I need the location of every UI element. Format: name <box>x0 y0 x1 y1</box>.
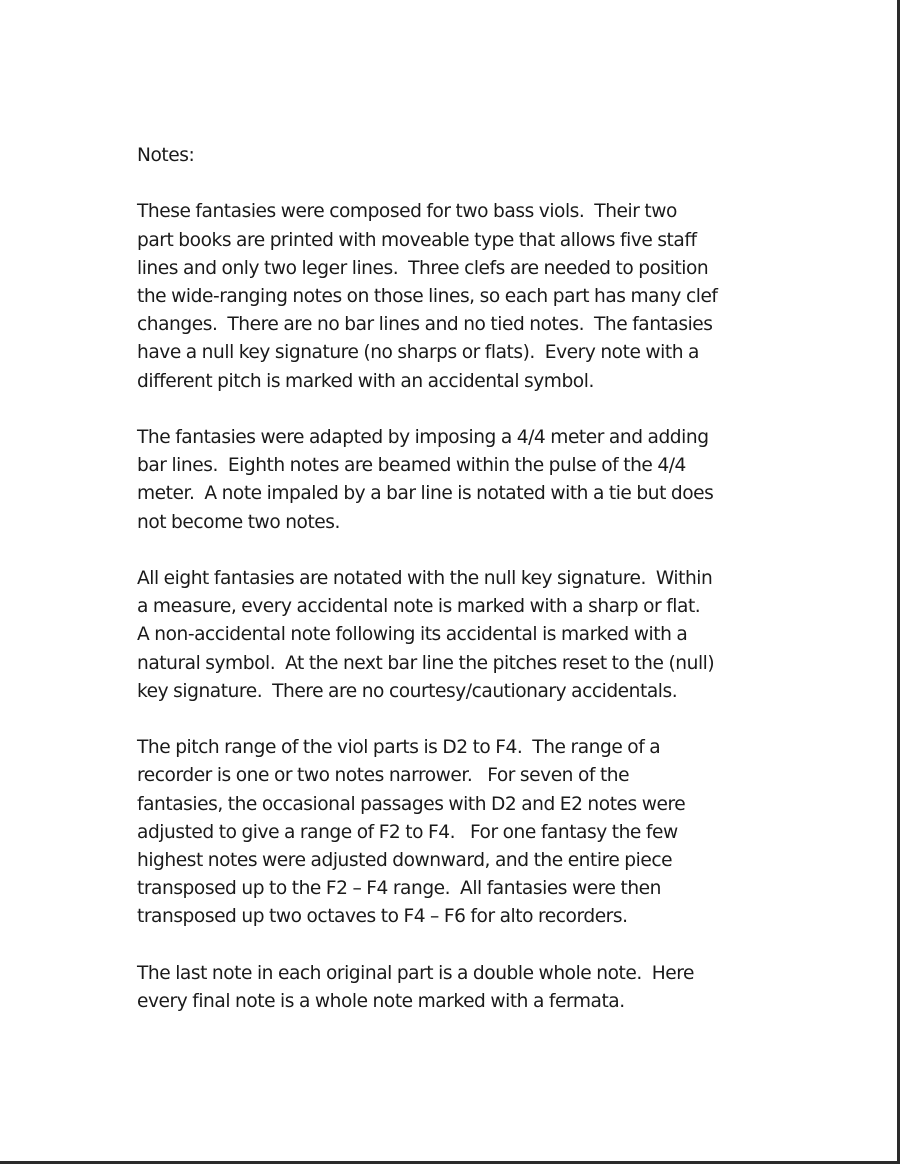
paragraph-pitch-range <box>137 734 777 931</box>
text-line: meter. A note impaled by a bar line is notated with a tie but does <box>137 483 714 505</box>
text-line: The pitch range of the viol parts is D2 to F4. The range of a <box>137 737 661 759</box>
text-line: key signature. There are no courtesy/cautionary accidentals. <box>137 680 678 702</box>
text-line: natural symbol. At the next bar line the pitches reset to the (null) <box>137 652 715 674</box>
paragraph-adaptation <box>137 424 777 537</box>
paragraph-key-signature <box>137 565 777 706</box>
text-line: recorder is one or two notes narrower. For seven of the <box>137 765 630 787</box>
text-line: bar lines. Eighth notes are beamed within the pulse of the 4/4 <box>137 455 686 477</box>
text-line: changes. There are no bar lines and no tied notes. The fantasies <box>137 314 713 336</box>
text-line: A non-accidental note following its accidental is marked with a <box>137 624 688 646</box>
text-line: These fantasies were composed for two bass viols. Their two <box>137 201 677 223</box>
text-line: a measure, every accidental note is marked with a sharp or flat. <box>137 596 701 618</box>
text-line: not become two notes. <box>137 511 340 533</box>
notes-heading: Notes: <box>137 145 195 166</box>
text-line: transposed up to the F2 – F4 range. All fantasies were then <box>137 878 661 900</box>
text-line: have a null key signature (no sharps or flats). Every note with a <box>137 342 699 364</box>
paragraph-final-note <box>137 960 777 1016</box>
text-line: transposed up two octaves to F4 – F6 for alto recorders. <box>137 906 628 928</box>
text-line: the wide-ranging notes on those lines, so each part has many clef <box>137 286 718 307</box>
document-body <box>137 142 777 1044</box>
text-line: adjusted to give a range of F2 to F4. For one fantasy the few <box>137 821 678 843</box>
text-line: All eight fantasies are notated with the null key signature. Within <box>137 568 713 589</box>
text-line: fantasies, the occasional passages with D2 and E2 notes were <box>137 793 686 815</box>
text-line: every final note is a whole note marked with a fermata. <box>137 991 625 1013</box>
text-line: The fantasies were adapted by imposing a 4/4 meter and adding <box>137 427 709 448</box>
text-line: different pitch is marked with an accidental symbol. <box>137 370 594 392</box>
paragraph-original-notation <box>137 198 777 395</box>
text-line: part books are printed with moveable type that allows five staff <box>137 229 697 251</box>
text-line: The last note in each original part is a double whole note. Here <box>137 962 695 984</box>
text-line: lines and only two leger lines. Three clefs are needed to position <box>137 257 709 279</box>
text-line: highest notes were adjusted downward, and the entire piece <box>137 850 673 872</box>
